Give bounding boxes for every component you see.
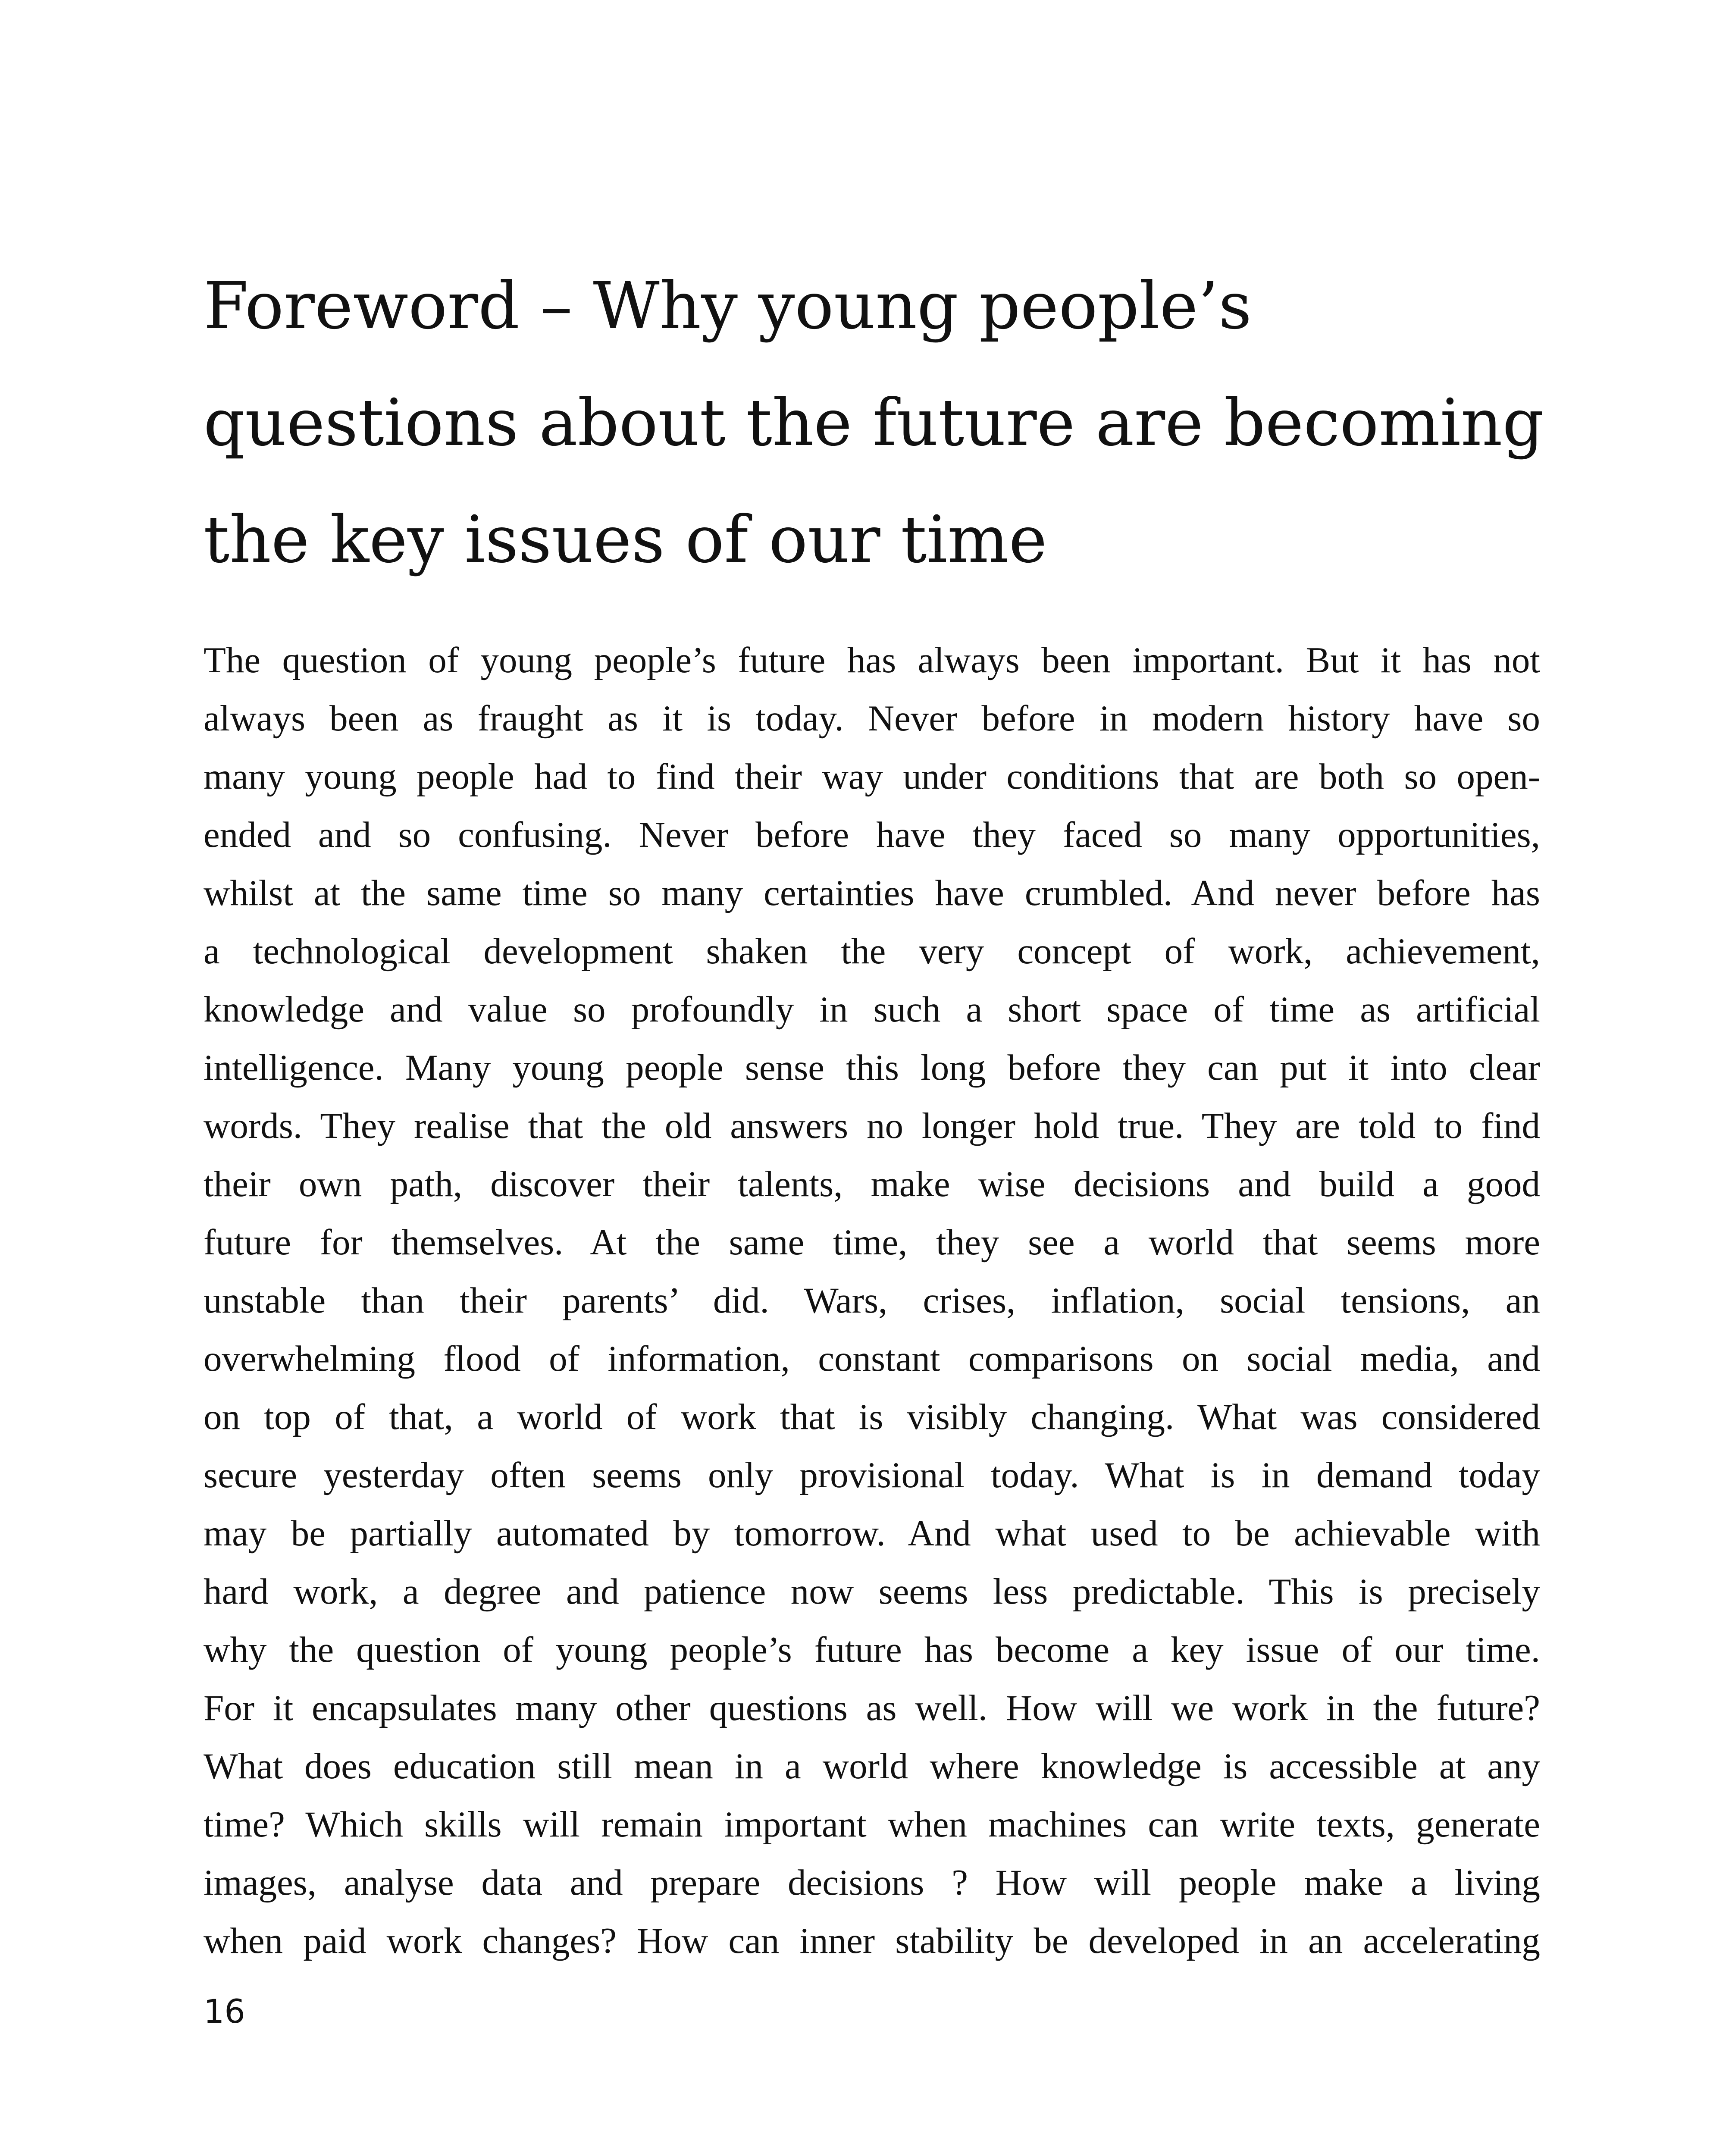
body-line: when paid work changes? How can inner stability be developed in an accelerating [204,1921,1540,1961]
chapter-title-line: questions about the future are becoming [204,385,1544,461]
body-line: images, analyse data and prepare decisions ? How will people make a living [204,1862,1540,1903]
body-line: What does education still mean in a world where knowledge is accessible at any [204,1746,1540,1786]
body-line: their own path, discover their talents, make wise decisions and build a good [204,1164,1540,1204]
body-line: a technological development shaken the very concept of work, achievement, [204,931,1540,971]
body-line: secure yesterday often seems only provisional today. What is in demand today [204,1455,1540,1495]
chapter-title-line: Foreword – Why young people’s [204,269,1252,344]
body-line: always been as fraught as it is today. Never before in modern history have so [204,698,1540,739]
body-line: intelligence. Many young people sense this long before they can put it into clear [204,1047,1540,1088]
body-line: The question of young people’s future has always been important. But it has not [204,640,1540,680]
chapter-title [204,248,1583,599]
chapter-title-line: the key issues of our time [204,502,1047,577]
body-line: on top of that, a world of work that is visibly changing. What was considered [204,1397,1540,1437]
page-number: 16 [204,1992,245,2031]
body-paragraph [204,631,1540,1970]
body-line: knowledge and value so profoundly in such a short space of time as artificial [204,989,1540,1030]
body-line: why the question of young people’s future has become a key issue of our time. [204,1630,1540,1670]
body-line: ended and so confusing. Never before have they faced so many opportunities, [204,815,1540,855]
body-line: overwhelming flood of information, constant comparisons on social media, and [204,1338,1540,1379]
body-line: time? Which skills will remain important when machines can write texts, generate [204,1804,1540,1845]
body-line: words. They realise that the old answers no longer hold true. They are told to find [204,1106,1540,1146]
body-line: For it encapsulates many other questions as well. How will we work in the future? [204,1688,1540,1728]
body-line: many young people had to find their way under conditions that are both so open- [204,756,1540,797]
body-line: unstable than their parents’ did. Wars, crises, inflation, social tensions, an [204,1280,1540,1321]
body-line: whilst at the same time so many certainties have crumbled. And never before has [204,873,1540,913]
body-line: hard work, a degree and patience now seems less predictable. This is precisely [204,1571,1540,1612]
body-line: may be partially automated by tomorrow. And what used to be achievable with [204,1513,1540,1554]
body-line: future for themselves. At the same time, they see a world that seems more [204,1222,1540,1263]
